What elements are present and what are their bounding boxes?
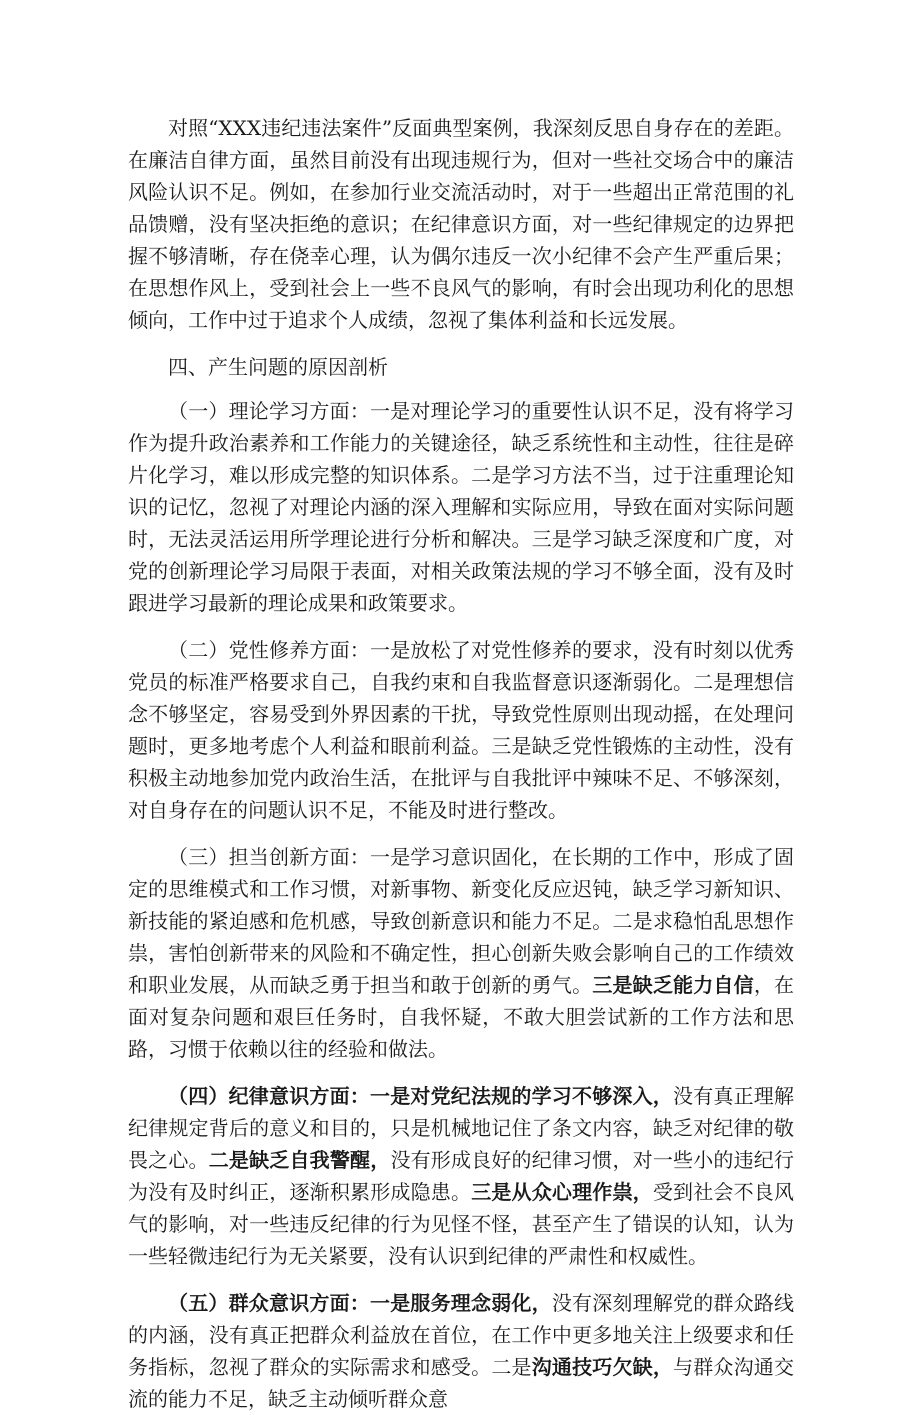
paragraph-party-cultivation: （二）党性修养方面：一是放松了对党性修养的要求，没有时刻以优秀党员的标准严格要求自己，自我约束和自我监督意识逐渐弱化。二是理想信念不够坚定，容易受到外界因素的干扰，导致党性原则出现动摇，在处理问题时，更多地考虑个人利益和眼前利益。三是缺乏党性锻炼的主动性，没有积极主动地参加党内政治生活，在批评与自我批评中辣味不足、不够深刻，对自身存在的问题认识不足，不能及时进行整改。 xyxy=(128,638,794,822)
innovation-text-c: ，在面对复杂问题和艰巨任务时，自我怀疑，不敢大胆尝试新的工作方法和思路，习惯于依赖以往的经验和做法。 xyxy=(128,973,794,1061)
discipline-bold-e: 三是从众心理作祟， xyxy=(471,1180,653,1204)
masses-bold-a: （五）群众意识方面：一是服务理念弱化， xyxy=(168,1291,552,1315)
discipline-text-b: 没有真正理解纪律规定背后的意义和目的，只是机械地记住了条文内容，缺乏对纪律的敬畏之心。 xyxy=(128,1084,794,1172)
discipline-bold-c: 二是缺乏自我警醒， xyxy=(208,1148,391,1172)
innovation-text-a: （三）担当创新方面：一是学习意识固化，在长期的工作中，形成了固定的思维模式和工作习惯，对新事物、新变化反应迟钝，缺乏学习新知识、新技能的紧迫感和危机感，导致创新意识和能力不足。二是求稳怕乱思想作祟，害怕创新带来的风险和不确定性，担心创新失败会影响自己的工作绩效和职业发展，从而缺乏勇于担当和敢于创新的勇气。 xyxy=(128,845,794,997)
innovation-bold-b: 三是缺乏能力自信 xyxy=(592,973,754,997)
paragraph-innovation xyxy=(128,841,794,1065)
masses-text-b: 没有深刻理解党的群众路线的内涵，没有真正把群众利益放在首位，在工作中更多地关注上级要求和任务指标，忽视了群众的实际需求和感受。二是 xyxy=(128,1291,795,1379)
paragraph-discipline xyxy=(128,1080,794,1272)
masses-text-d: 与群众沟通交流的能力不足，缺乏主动倾听群众意 xyxy=(128,1355,794,1411)
paragraph-theory-study: （一）理论学习方面：一是对理论学习的重要性认识不足，没有将学习作为提升政治素养和工作能力的关键途径，缺乏系统性和主动性，往往是碎片化学习，难以形成完整的知识体系。二是学习方法不当，过于注重理论知识的记忆，忽视了对理论内涵的深入理解和实际应用，导致在面对实际问题时，无法灵活运用所学理论进行分析和解决。三是学习缺乏深度和广度，对党的创新理论学习局限于表面，对相关政策法规的学习不够全面，没有及时跟进学习最新的理论成果和政策要求。 xyxy=(128,399,794,615)
discipline-text-d: 没有形成良好的纪律习惯，对一些小的违纪行为没有及时纠正，逐渐积累形成隐患。 xyxy=(128,1148,794,1204)
discipline-bold-a: （四）纪律意识方面：一是对党纪法规的学习不够深入， xyxy=(168,1084,673,1108)
intro-paragraph: 对照“XXX违纪违法案件”反面典型案例，我深刻反思自身存在的差距。在廉洁自律方面，虽然目前没有出现违规行为，但对一些社交场合中的廉洁风险认识不足。例如，在参加行业交流活动时，对于一些超出正常范围的礼品馈赠，没有坚决拒绝的意识；在纪律意识方面，对一些纪律规定的边界把握不够清晰，存在侥幸心理，认为偶尔违反一次小纪律不会产生严重后果；在思想作风上，受到社会上一些不良风气的影响，有时会出现功利化的思想倾向，工作中过于追求个人成绩，忽视了集体利益和长远发展。 xyxy=(128,116,794,332)
masses-bold-c: 沟通技巧欠缺， xyxy=(531,1355,674,1379)
section-heading: 四、产生问题的原因剖析 xyxy=(168,355,388,379)
discipline-text-f: 受到社会不良风气的影响，对一些违反纪律的行为见怪不怪，甚至产生了错误的认知，认为一些轻微违纪行为无关紧要，没有认识到纪律的严肃性和权威性。 xyxy=(128,1180,794,1268)
paragraph-masses xyxy=(128,1287,794,1415)
